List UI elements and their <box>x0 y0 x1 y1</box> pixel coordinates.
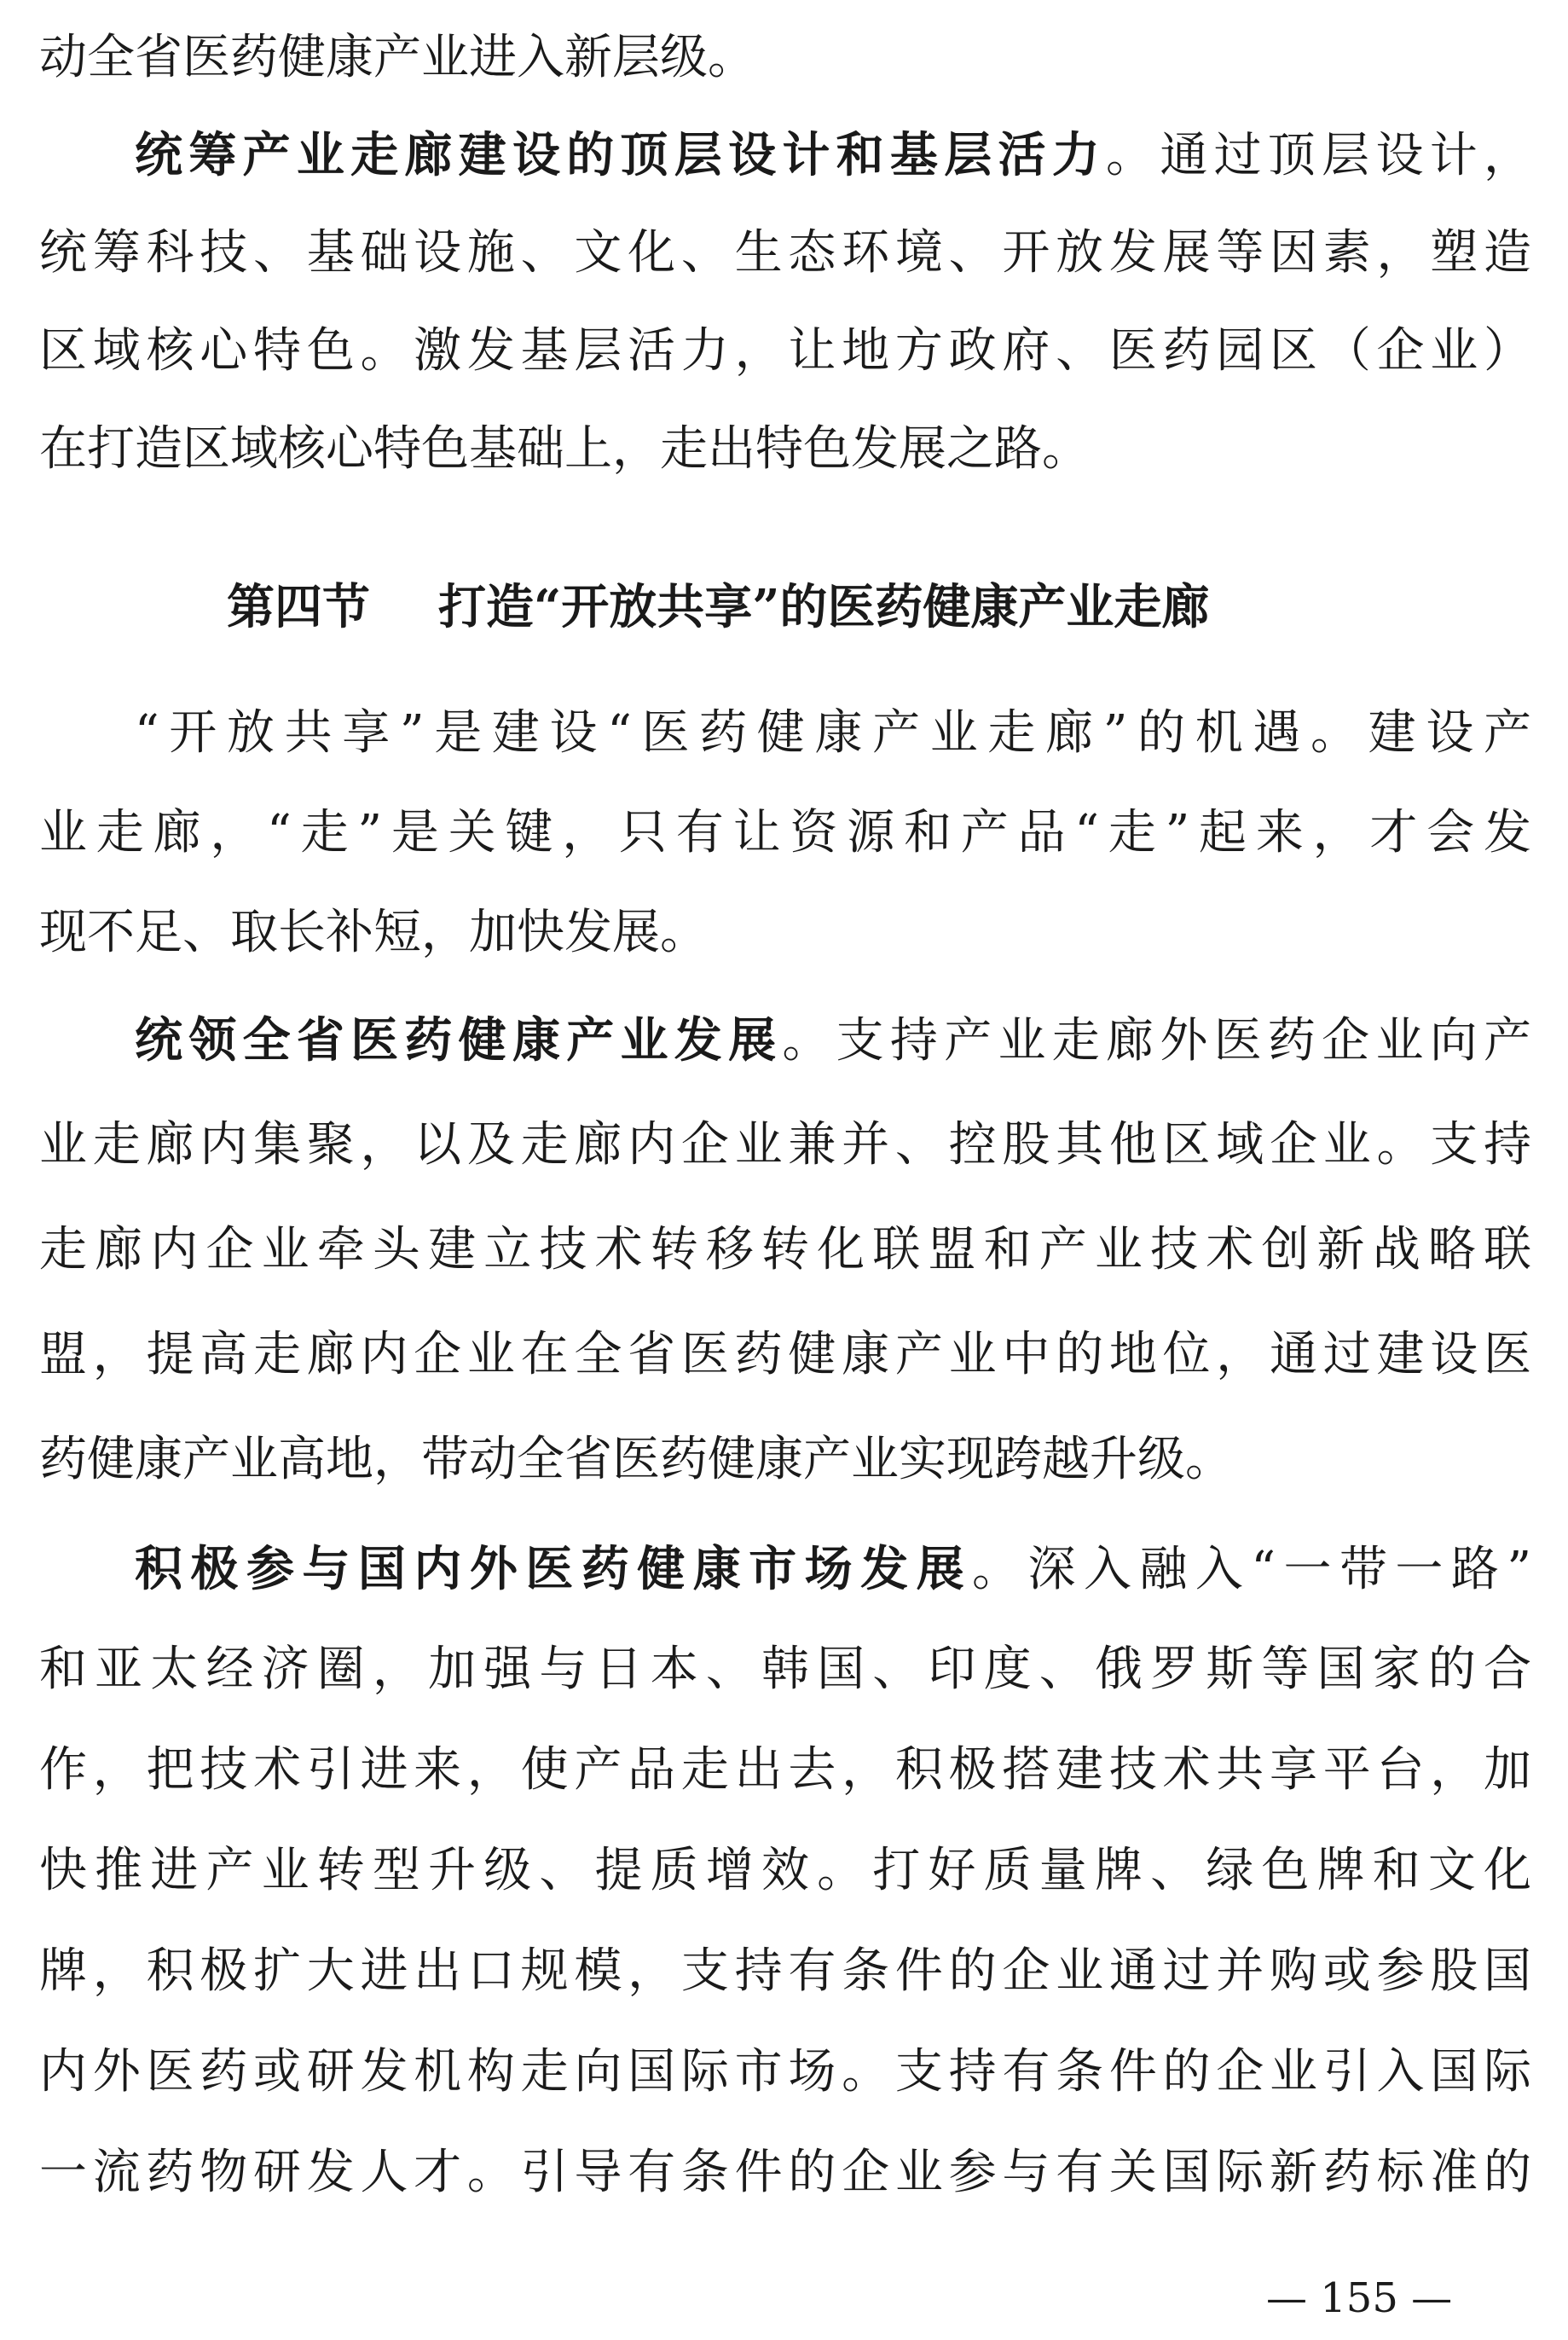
paragraph-line <box>39 7 1531 109</box>
paragraph-line <box>39 1820 1531 1922</box>
paragraph-line <box>39 2122 1531 2224</box>
page-number: — 155 — <box>1266 2274 1453 2322</box>
text-run: 。支持产业走廊外医药企业向产 <box>782 1013 1532 1069</box>
paragraph-line <box>39 882 1531 984</box>
text-run: 快推进产业转型升级、提质增效。打好质量牌、绿色牌和文化 <box>39 1843 1531 1898</box>
text-run: 走廊内企业牵头建立技术转移转化联盟和产业技术创新战略联 <box>39 1222 1531 1277</box>
paragraph-line <box>39 2021 1531 2123</box>
paragraph-line <box>135 1518 1531 1620</box>
text-run: 区域核心特色。激发基层活力，让地方政府、医药园区（企业） <box>39 323 1531 379</box>
text-run: 内外医药或研发机构走向国际市场。支持有条件的企业引入国际 <box>39 2044 1531 2100</box>
text-run: 作，把技术引进来，使产品走出去，积极搭建技术共享平台，加 <box>39 1742 1531 1798</box>
text-run: 动全省医药健康产业进入新层级。 <box>39 30 755 85</box>
paragraph-line <box>39 202 1531 304</box>
bold-lead-text: 积极参与国内外医药健康市场发展 <box>135 1541 973 1597</box>
paragraph-line <box>39 1409 1531 1511</box>
paragraph-line <box>39 300 1531 403</box>
paragraph-line <box>39 1304 1531 1406</box>
paragraph-line <box>39 398 1531 501</box>
text-run: 牌，积极扩大进出口规模，支持有条件的企业通过并购或参股国 <box>39 1943 1531 1999</box>
section-title: 打造“开放共享”的医药健康产业走廊 <box>438 579 1210 635</box>
paragraph-line <box>39 1920 1531 2023</box>
text-run: 一流药物研发人才。引导有条件的企业参与有关国际新药标准的 <box>39 2145 1531 2200</box>
text-run: 和亚太经济圈，加强与日本、韩国、印度、俄罗斯等国家的合 <box>39 1642 1531 1697</box>
paragraph-line <box>39 1199 1531 1301</box>
paragraph-line <box>135 989 1531 1092</box>
bold-lead-text: 统筹产业走廊建设的顶层设计和基层活力 <box>135 127 1107 183</box>
paragraph-line <box>135 104 1531 206</box>
text-run: “开放共享”是建设“医药健康产业走廊”的机遇。建设产 <box>135 705 1531 761</box>
paragraph-line <box>135 682 1531 785</box>
section-number: 第四节 <box>227 579 370 635</box>
paragraph-line <box>39 1719 1531 1822</box>
text-run: 药健康产业高地，带动全省医药健康产业实现跨越升级。 <box>39 1432 1233 1487</box>
section-heading <box>227 556 1209 658</box>
text-run: 业走廊内集聚，以及走廊内企业兼并、控股其他区域企业。支持 <box>39 1117 1531 1173</box>
bold-lead-text: 统领全省医药健康产业发展 <box>135 1012 783 1069</box>
text-run: 。深入融入“一带一路” <box>972 1542 1531 1597</box>
text-run: 在打造区域核心特色基础上，走出特色发展之路。 <box>39 421 1090 477</box>
text-run: 现不足、取长补短，加快发展。 <box>39 905 708 960</box>
text-run: 统筹科技、基础设施、文化、生态环境、开放发展等因素，塑造 <box>39 225 1531 281</box>
text-run: 。通过顶层设计， <box>1106 128 1532 183</box>
text-run: 盟，提高走廊内企业在全省医药健康产业中的地位，通过建设医 <box>39 1327 1531 1382</box>
paragraph-line <box>39 1619 1531 1721</box>
text-run: 业走廊，“走”是关键，只有让资源和产品“走”起来，才会发 <box>39 805 1531 860</box>
paragraph-line <box>39 782 1531 884</box>
paragraph-line <box>39 1094 1531 1196</box>
